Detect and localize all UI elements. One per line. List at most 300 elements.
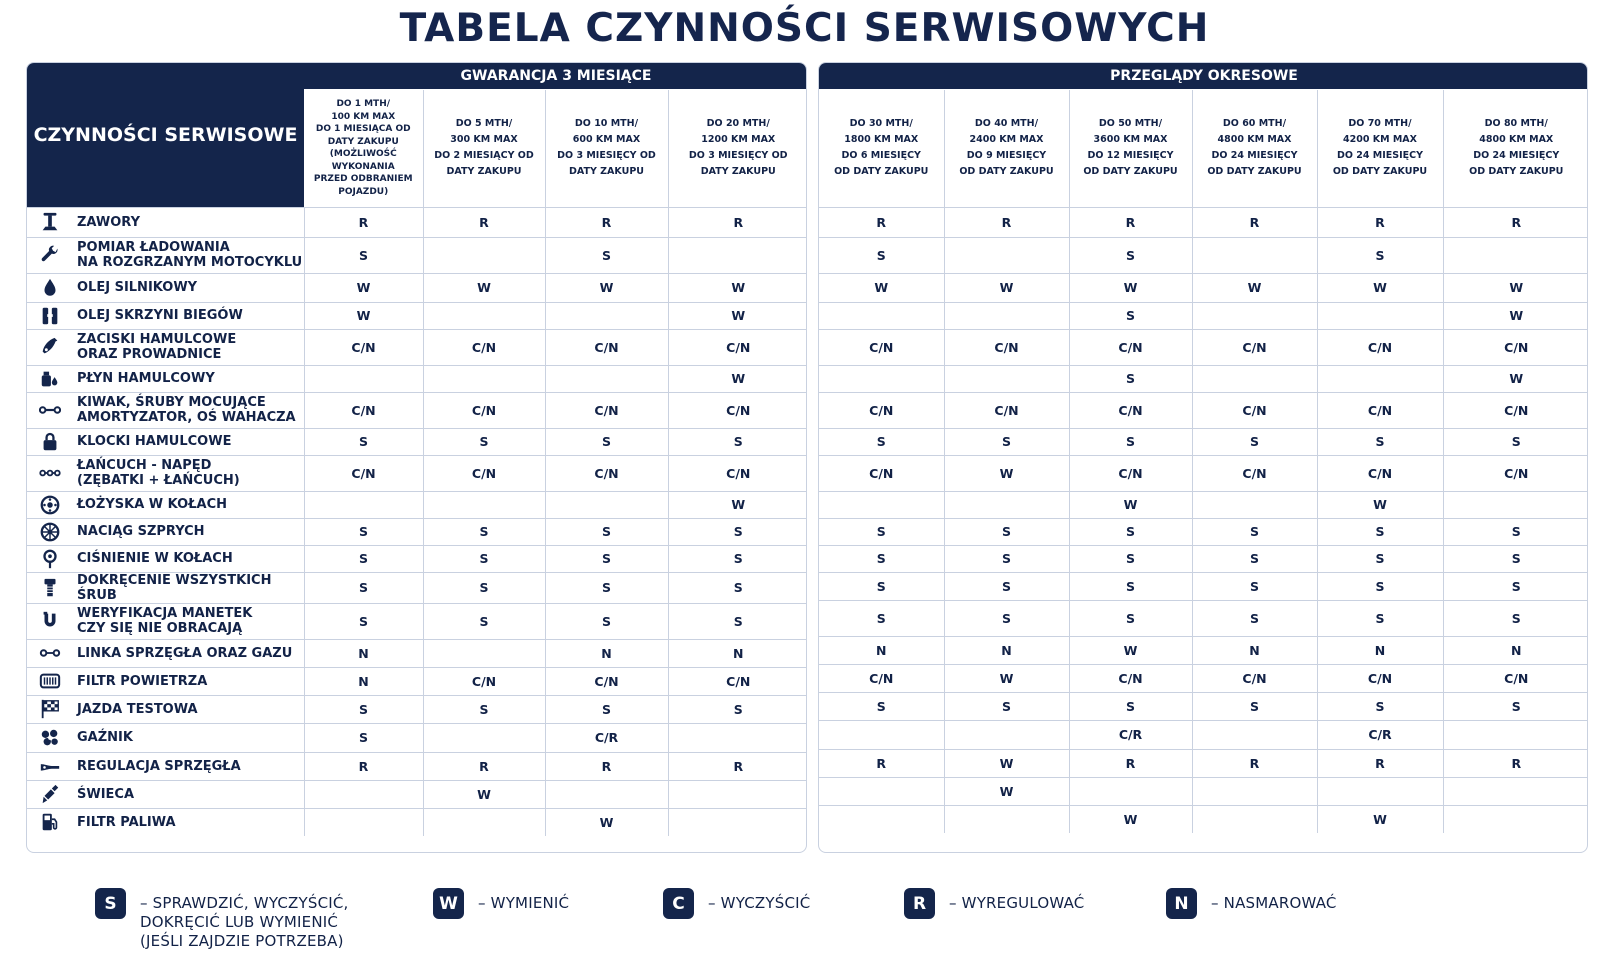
task-cell xyxy=(27,780,304,808)
task-name xyxy=(77,458,240,488)
table-row xyxy=(819,518,1588,545)
service-code-cell xyxy=(819,777,944,805)
table-row xyxy=(819,273,1588,302)
service-code-cell: S xyxy=(304,428,423,455)
service-code-cell: C/N xyxy=(819,392,944,428)
brake-fluid-icon xyxy=(37,368,63,390)
service-code-cell xyxy=(1192,491,1317,518)
service-code-cell xyxy=(423,808,545,836)
interval-header-line: DO 70 MTH/ xyxy=(1348,118,1412,129)
service-code-cell: W xyxy=(944,273,1069,302)
task-cell xyxy=(27,603,304,639)
table-row xyxy=(819,600,1588,636)
table-row xyxy=(27,302,807,329)
warranty-table xyxy=(27,63,807,836)
interval-header-line: 600 KM MAX xyxy=(572,134,641,145)
service-code-cell xyxy=(304,365,423,392)
legend-item-c xyxy=(663,888,810,919)
task-cell xyxy=(27,329,304,365)
service-code-cell: W xyxy=(1069,805,1192,833)
task-name-line: ORAZ PROWADNICE xyxy=(77,347,222,362)
task-cell xyxy=(27,752,304,780)
legend-text-line: DOKRĘCIĆ LUB WYMIENIĆ xyxy=(140,913,339,931)
service-code-cell xyxy=(668,723,807,752)
service-code-cell: S xyxy=(819,237,944,273)
task-name xyxy=(77,815,176,830)
service-code-cell: C/N xyxy=(668,392,807,428)
service-code-cell xyxy=(1317,302,1443,329)
service-code-cell: S xyxy=(668,428,807,455)
service-code-cell: C/N xyxy=(545,392,668,428)
task-name-line: OLEJ SILNIKOWY xyxy=(77,280,198,295)
service-code-cell xyxy=(545,491,668,518)
interval-header-line: OD DATY ZAKUPU xyxy=(1207,166,1302,177)
service-code-cell: S xyxy=(545,545,668,572)
legend-badge: R xyxy=(904,888,935,919)
service-code-cell: C/N xyxy=(304,329,423,365)
task-cell xyxy=(27,572,304,603)
table-row xyxy=(27,572,807,603)
task-name-line: CIŚNIENIE W KOŁACH xyxy=(77,551,233,566)
service-code-cell: C/N xyxy=(944,329,1069,365)
service-code-cell xyxy=(304,780,423,808)
service-code-cell xyxy=(1317,365,1443,392)
service-code-cell: R xyxy=(423,752,545,780)
table-row xyxy=(819,777,1588,805)
task-cell xyxy=(27,392,304,428)
air-filter-icon xyxy=(37,670,63,692)
service-code-cell xyxy=(1443,720,1588,749)
service-code-cell: S xyxy=(1443,600,1588,636)
interval-header-line: DO 5 MTH/ xyxy=(455,118,513,129)
interval-header-line: DO 9 MIESIĘCY xyxy=(966,150,1047,161)
service-code-cell xyxy=(1443,777,1588,805)
service-code-cell: R xyxy=(819,207,944,237)
service-code-cell: S xyxy=(1192,572,1317,600)
fuel-filter-icon xyxy=(37,811,63,833)
service-code-cell: N xyxy=(304,667,423,695)
spoke-wheel-icon xyxy=(37,521,63,543)
service-code-cell: R xyxy=(1192,207,1317,237)
service-code-cell: S xyxy=(545,428,668,455)
service-code-cell: S xyxy=(423,572,545,603)
service-code-cell: S xyxy=(423,603,545,639)
service-code-cell: S xyxy=(819,428,944,455)
service-code-cell xyxy=(819,365,944,392)
task-name-line: DOKRĘCENIE WSZYSTKICH ŚRUB xyxy=(77,572,272,603)
service-code-cell xyxy=(819,720,944,749)
service-code-cell xyxy=(1069,777,1192,805)
task-name-line: REGULACJA SPRZĘGŁA xyxy=(77,758,241,774)
interval-header-line: DO 24 MIESIĘCY xyxy=(1337,150,1423,161)
service-code-cell: S xyxy=(1317,545,1443,572)
service-code-cell: S xyxy=(1192,428,1317,455)
service-code-cell: R xyxy=(1069,749,1192,777)
service-code-cell: C/N xyxy=(1443,664,1588,692)
oil-drop-icon xyxy=(37,277,63,299)
service-code-cell: S xyxy=(1317,600,1443,636)
task-cell xyxy=(27,428,304,455)
table-row xyxy=(27,207,807,237)
service-code-cell: W xyxy=(304,273,423,302)
service-code-cell: R xyxy=(1317,749,1443,777)
service-code-cell: C/R xyxy=(545,723,668,752)
service-code-cell: W xyxy=(944,777,1069,805)
service-code-cell: S xyxy=(545,518,668,545)
service-code-cell: R xyxy=(944,207,1069,237)
service-code-cell: C/N xyxy=(819,329,944,365)
service-code-cell: S xyxy=(545,237,668,273)
service-code-cell: N xyxy=(304,639,423,667)
service-code-cell: C/N xyxy=(1443,392,1588,428)
interval-header-line: 100 KM MAX xyxy=(331,111,396,122)
service-code-cell: C/N xyxy=(1443,455,1588,491)
interval-header-line: DATY ZAKUPU xyxy=(446,166,522,177)
service-code-cell: S xyxy=(304,572,423,603)
service-code-cell xyxy=(423,639,545,667)
task-name xyxy=(77,215,140,230)
service-code-cell: C/N xyxy=(423,329,545,365)
interval-header-line: WYKONANIA xyxy=(331,161,395,172)
service-code-cell: R xyxy=(423,207,545,237)
service-code-cell: W xyxy=(819,273,944,302)
service-code-cell: S xyxy=(1069,518,1192,545)
task-name xyxy=(77,674,207,689)
service-code-cell xyxy=(423,237,545,273)
task-name-line: KIWAK, ŚRUBY MOCUJĄCE xyxy=(77,395,266,410)
service-code-cell: W xyxy=(1443,273,1588,302)
legend-text xyxy=(708,888,810,913)
valve-icon xyxy=(37,211,63,233)
service-code-cell: S xyxy=(1443,572,1588,600)
table-row xyxy=(819,365,1588,392)
service-code-cell: C/N xyxy=(1069,664,1192,692)
interval-header-line: DO 2 MIESIĄCY OD xyxy=(434,150,534,161)
service-code-cell: N xyxy=(545,639,668,667)
service-code-cell xyxy=(819,302,944,329)
table-row xyxy=(27,518,807,545)
service-code-cell: W xyxy=(668,273,807,302)
legend-text-line: – WYMIENIĆ xyxy=(478,894,570,912)
service-code-cell xyxy=(423,723,545,752)
task-name-line: WERYFIKACJA MANETEK xyxy=(77,606,253,621)
service-code-cell: S xyxy=(1192,692,1317,720)
task-name xyxy=(77,702,198,717)
interval-header-line: DO 10 MTH/ xyxy=(574,118,639,129)
interval-header-6 xyxy=(944,89,1069,207)
service-code-cell xyxy=(944,365,1069,392)
service-code-cell: S xyxy=(944,572,1069,600)
legend-item-n xyxy=(1166,888,1337,919)
service-code-cell: S xyxy=(423,545,545,572)
interval-header-4 xyxy=(668,89,807,207)
task-cell xyxy=(27,302,304,329)
service-code-cell: S xyxy=(1192,518,1317,545)
table-row xyxy=(27,639,807,667)
brake-pad-icon xyxy=(37,431,63,453)
table-row xyxy=(27,491,807,518)
legend-text-line: – NASMAROWAĆ xyxy=(1211,894,1337,912)
table-row xyxy=(819,428,1588,455)
task-name xyxy=(77,787,134,802)
table-row xyxy=(819,302,1588,329)
task-name xyxy=(77,759,241,774)
service-code-cell: C/N xyxy=(1069,329,1192,365)
service-code-cell: S xyxy=(1192,600,1317,636)
service-code-cell: S xyxy=(944,518,1069,545)
table-row xyxy=(27,695,807,723)
service-code-cell: C/N xyxy=(668,455,807,491)
service-code-cell xyxy=(1192,365,1317,392)
service-code-cell: S xyxy=(1317,518,1443,545)
interval-header-line: DO 24 MIESIĘCY xyxy=(1473,150,1560,161)
interval-header-line: OD DATY ZAKUPU xyxy=(1083,166,1178,177)
legend-text-line: (JEŚLI ZAJDZIE POTRZEBA) xyxy=(140,932,344,950)
table-row xyxy=(27,752,807,780)
interval-header-line: DO 60 MTH/ xyxy=(1222,118,1287,129)
service-code-cell: S xyxy=(304,603,423,639)
service-code-cell xyxy=(304,808,423,836)
interval-header-line: DO 24 MIESIĘCY xyxy=(1211,150,1298,161)
service-code-cell: S xyxy=(304,237,423,273)
legend-text xyxy=(949,888,1084,913)
interval-header-line: DO 30 MTH/ xyxy=(849,118,913,129)
task-name xyxy=(77,524,205,539)
service-code-cell: C/R xyxy=(1069,720,1192,749)
checkered-flag-icon xyxy=(37,698,63,720)
task-name-line: (ZĘBATKI + ŁAŃCUCH) xyxy=(77,473,240,488)
task-name-line: ZACISKI HAMULCOWE xyxy=(77,332,237,347)
service-code-cell: W xyxy=(545,808,668,836)
legend-item-w xyxy=(433,888,569,919)
service-code-cell xyxy=(1192,237,1317,273)
table-row xyxy=(819,392,1588,428)
service-code-cell: S xyxy=(944,545,1069,572)
table-row xyxy=(27,392,807,428)
service-code-cell xyxy=(545,302,668,329)
service-code-cell: W xyxy=(304,302,423,329)
service-code-cell: S xyxy=(545,572,668,603)
periodic-group-header: PRZEGLĄDY OKRESOWE xyxy=(819,63,1588,89)
interval-header-line: DATY ZAKUPU xyxy=(569,166,644,177)
interval-header-line: OD DATY ZAKUPU xyxy=(1469,166,1564,177)
table-row xyxy=(819,805,1588,833)
service-code-cell: R xyxy=(668,752,807,780)
task-name-line: KLOCKI HAMULCOWE xyxy=(77,434,232,449)
service-code-cell xyxy=(423,302,545,329)
service-code-cell: R xyxy=(819,749,944,777)
task-name xyxy=(77,606,252,636)
service-code-cell: S xyxy=(1192,545,1317,572)
service-code-cell: S xyxy=(1069,692,1192,720)
task-cell xyxy=(27,237,304,273)
legend-badge: S xyxy=(95,888,126,919)
service-code-cell xyxy=(423,491,545,518)
interval-header-line: 300 KM MAX xyxy=(450,134,518,145)
service-code-cell: C/N xyxy=(1317,329,1443,365)
service-code-cell: W xyxy=(944,749,1069,777)
service-code-cell: S xyxy=(423,518,545,545)
periodic-table-panel xyxy=(818,62,1588,853)
service-code-cell xyxy=(1192,720,1317,749)
service-code-cell: S xyxy=(1069,302,1192,329)
service-code-cell: S xyxy=(668,603,807,639)
legend-text xyxy=(140,888,349,951)
service-code-cell: C/N xyxy=(1192,329,1317,365)
task-cell xyxy=(27,639,304,667)
service-code-cell: C/N xyxy=(1317,664,1443,692)
service-code-cell xyxy=(423,365,545,392)
interval-header-7 xyxy=(1069,89,1192,207)
service-code-cell: R xyxy=(545,752,668,780)
service-code-cell: R xyxy=(304,752,423,780)
warranty-table-panel xyxy=(26,62,807,853)
legend-badge: W xyxy=(433,888,464,919)
service-code-cell: N xyxy=(944,636,1069,664)
service-code-cell xyxy=(668,808,807,836)
interval-header-3 xyxy=(545,89,668,207)
service-code-cell: S xyxy=(668,545,807,572)
service-code-cell: S xyxy=(944,428,1069,455)
table-row xyxy=(27,780,807,808)
task-name xyxy=(77,730,133,745)
service-code-cell: S xyxy=(1443,518,1588,545)
service-code-cell: W xyxy=(423,273,545,302)
task-cell xyxy=(27,545,304,572)
legend-text xyxy=(1211,888,1337,913)
task-name xyxy=(77,573,304,603)
service-code-cell: C/N xyxy=(1069,392,1192,428)
service-code-cell: C/N xyxy=(819,664,944,692)
service-code-cell: C/N xyxy=(545,329,668,365)
task-name xyxy=(77,434,231,449)
interval-header-line: OD DATY ZAKUPU xyxy=(959,166,1054,177)
service-code-cell: R xyxy=(1192,749,1317,777)
task-name-line: AMORTYZATOR, OŚ WAHACZA xyxy=(77,410,296,425)
legend-text-line: – WYCZYŚCIĆ xyxy=(708,894,811,912)
service-code-cell: S xyxy=(1069,428,1192,455)
service-code-cell: C/N xyxy=(423,455,545,491)
task-cell xyxy=(27,365,304,392)
task-cell xyxy=(27,808,304,836)
throttle-grip-icon xyxy=(37,610,63,632)
service-code-cell: S xyxy=(819,692,944,720)
service-code-cell: S xyxy=(304,723,423,752)
table-row xyxy=(819,329,1588,365)
service-code-cell: S xyxy=(1317,237,1443,273)
service-code-cell: S xyxy=(944,600,1069,636)
table-row xyxy=(819,664,1588,692)
service-code-cell xyxy=(668,237,807,273)
service-code-cell: S xyxy=(819,600,944,636)
service-code-cell: W xyxy=(1443,365,1588,392)
periodic-table xyxy=(819,63,1588,833)
service-code-cell: R xyxy=(304,207,423,237)
interval-header-line: PRZED ODBRANIEM xyxy=(313,174,413,184)
task-cell xyxy=(27,518,304,545)
interval-header-line: DO 1 MTH/ xyxy=(336,99,391,109)
service-code-cell xyxy=(944,805,1069,833)
service-code-cell: N xyxy=(1192,636,1317,664)
service-code-cell: W xyxy=(668,491,807,518)
table-row xyxy=(819,720,1588,749)
task-name xyxy=(77,551,233,566)
task-cell xyxy=(27,695,304,723)
task-name-line: LINKA SPRZĘGŁA ORAZ GAZU xyxy=(77,645,293,661)
task-cell xyxy=(27,207,304,237)
interval-header-line: 1200 KM MAX xyxy=(701,134,776,145)
service-code-cell: S xyxy=(545,603,668,639)
table-row xyxy=(27,455,807,491)
service-code-cell: W xyxy=(1192,273,1317,302)
table-row xyxy=(27,545,807,572)
service-code-cell: W xyxy=(668,365,807,392)
service-code-cell: S xyxy=(1317,692,1443,720)
interval-header-line: DO 50 MTH/ xyxy=(1098,118,1163,129)
task-name xyxy=(77,646,292,661)
service-code-cell: R xyxy=(1069,207,1192,237)
table-row xyxy=(27,329,807,365)
table-row xyxy=(819,491,1588,518)
task-cell xyxy=(27,667,304,695)
service-code-cell xyxy=(1192,805,1317,833)
service-code-cell xyxy=(545,365,668,392)
service-code-cell: S xyxy=(545,695,668,723)
service-code-cell: C/R xyxy=(1317,720,1443,749)
service-code-cell xyxy=(944,720,1069,749)
service-code-cell: S xyxy=(1069,545,1192,572)
service-code-cell: R xyxy=(1443,207,1588,237)
task-name-line: FILTR POWIETRZA xyxy=(77,673,208,689)
service-code-cell: S xyxy=(1317,428,1443,455)
table-row xyxy=(819,207,1588,237)
table-row xyxy=(27,808,807,836)
service-code-cell: S xyxy=(304,518,423,545)
service-code-cell: S xyxy=(304,545,423,572)
page-title: TABELA CZYNNOŚCI SERWISOWYCH xyxy=(399,6,1210,51)
service-code-cell: C/N xyxy=(1192,392,1317,428)
task-name-line: ŁOŻYSKA W KOŁACH xyxy=(77,497,228,512)
legend-text xyxy=(478,888,569,913)
service-code-cell: W xyxy=(944,455,1069,491)
service-code-cell: S xyxy=(1069,572,1192,600)
interval-header-line: DO 80 MTH/ xyxy=(1484,118,1548,129)
task-name xyxy=(77,395,296,425)
service-code-cell xyxy=(304,491,423,518)
interval-header-2 xyxy=(423,89,545,207)
service-code-cell: S xyxy=(1317,572,1443,600)
task-name-line: POMIAR ŁADOWANIA xyxy=(77,240,230,255)
service-code-cell: C/N xyxy=(423,392,545,428)
task-cell xyxy=(27,273,304,302)
task-name xyxy=(77,497,227,512)
warranty-group-header: GWARANCJA 3 MIESIĄCE xyxy=(304,63,807,89)
task-name-line: NACIĄG SZPRYCH xyxy=(77,524,205,539)
task-name xyxy=(77,240,302,270)
service-code-cell: S xyxy=(1069,600,1192,636)
service-code-cell: R xyxy=(668,207,807,237)
service-code-cell xyxy=(1192,777,1317,805)
task-name-line: NA ROZGRZANYM MOTOCYKLU xyxy=(77,255,303,270)
service-code-cell: W xyxy=(1443,302,1588,329)
interval-header-line: 2400 KM MAX xyxy=(969,134,1044,145)
service-code-cell: S xyxy=(1443,428,1588,455)
task-cell xyxy=(27,723,304,752)
service-code-cell: S xyxy=(304,695,423,723)
task-name-line: GAŹNIK xyxy=(77,730,133,745)
interval-header-line: OD DATY ZAKUPU xyxy=(834,166,929,177)
service-code-cell: C/N xyxy=(423,667,545,695)
